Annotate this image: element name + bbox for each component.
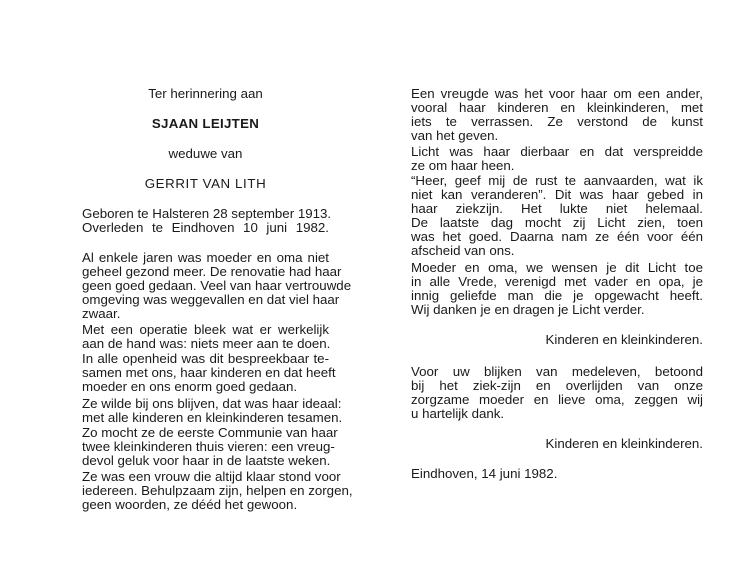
text-line: met alle kinderen en kleinkinderen tesamen.: [82, 410, 343, 425]
text-line: devol geluk voor haar in de laatste weken.: [82, 453, 331, 468]
widow-of-label: weduwe van: [168, 146, 243, 161]
birth-line: Geboren te Halsteren 28 september 1913.: [82, 206, 332, 221]
text-line: niet kan veranderen”. Dit was haar gebed in: [411, 187, 703, 202]
text-line: ze om haar heen.: [411, 158, 515, 173]
text-line: Al enkele jaren was moeder en oma niet: [82, 250, 329, 265]
text-line: Moeder en oma, we wensen je dit Licht toe: [411, 260, 703, 275]
text-line: geheel gezond meer. De renovatie had haar: [82, 264, 342, 279]
thanks-line: zorgzame moeder en lieve oma, zeggen wij: [411, 392, 703, 407]
text-line: twee kleinkinderen thuis vieren: een vreug-: [82, 439, 335, 454]
text-line: samen met ons, haar kinderen en dat heeft: [82, 365, 336, 380]
text-line: haar ziekzijn. Het lukte niet helemaal.: [411, 201, 703, 216]
place-date: Eindhoven, 14 juni 1982.: [411, 466, 558, 481]
thanks-line: u hartelijk dank.: [411, 406, 505, 421]
thanks-line: Voor uw blijken van medeleven, betoond: [411, 364, 703, 379]
death-line: Overleden te Eindhoven 10 juni 1982.: [82, 220, 329, 235]
text-line: aan de hand was: niets meer aan te doen.: [82, 336, 331, 351]
text-line: innig geliefde man die je opgewacht heeft.: [411, 288, 703, 303]
text-line: In alle openheid was dit bespreekbaar te-: [82, 351, 329, 366]
in-memory-heading: Ter herinnering aan: [148, 86, 263, 101]
text-line: zwaar.: [82, 306, 121, 321]
text-line: Wij danken je en dragen je Licht verder.: [411, 302, 645, 317]
text-line: Een vreugde was het voor haar om een ander,: [411, 86, 703, 101]
text-line: moeder en ons enorm goed gedaan.: [82, 379, 298, 394]
text-line: in alle Vrede, verenigd met vader en opa, je: [411, 274, 703, 289]
text-line: van het geven.: [411, 128, 499, 143]
text-line: vooral haar kinderen en kleinkinderen, met: [411, 100, 703, 115]
text-line: De laatste dag mocht zij Licht zien, toen: [411, 215, 703, 230]
text-line: Met een operatie bleek wat er werkelijk: [82, 322, 329, 337]
text-line: afscheid van ons.: [411, 243, 515, 258]
text-line: geen goed gedaan. Veel van haar vertrouwde: [82, 278, 352, 293]
signature-children: Kinderen en kleinkinderen.: [545, 332, 703, 347]
signature-children-2: Kinderen en kleinkinderen.: [545, 436, 703, 451]
text-line: “Heer, geef mij de rust te aanvaarden, wat ik: [411, 173, 703, 188]
text-line: omgeving was weggevallen en dat viel haar: [82, 292, 340, 307]
text-line: Licht was haar dierbaar en dat verspreidde: [411, 144, 703, 159]
text-line: Ze was een vrouw die altijd klaar stond voor: [82, 469, 341, 484]
text-line: iedereen. Behulpzaam zijn, helpen en zorgen,: [82, 483, 353, 498]
deceased-name: SJAAN LEIJTEN: [151, 116, 260, 131]
text-line: Zo mocht ze de eerste Communie van haar: [82, 425, 338, 440]
text-line: Ze wilde bij ons blijven, dat was haar ideaal:: [82, 396, 342, 411]
husband-name: GERRIT VAN LITH: [144, 176, 267, 191]
text-line: iets te verrassen. Ze verstond de kunst: [411, 114, 703, 129]
text-line: geen woorden, ze dééd het gewoon.: [82, 497, 298, 512]
thanks-line: bij het ziek-zijn en overlijden van onze: [411, 378, 703, 393]
text-line: was het goed. Daarna nam ze één voor één: [411, 229, 703, 244]
